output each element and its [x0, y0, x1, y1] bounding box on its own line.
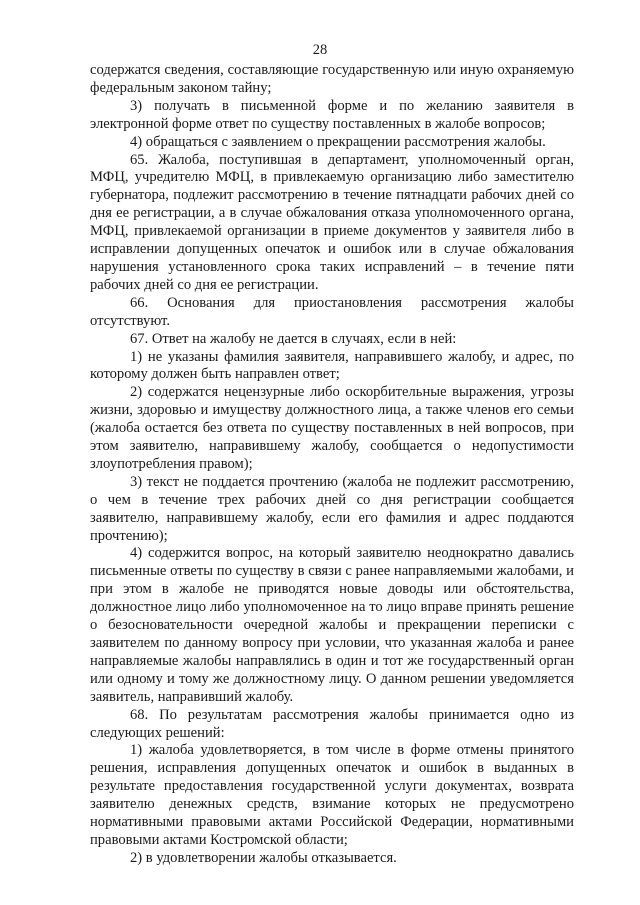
paragraph-67-item-1: 1) не указаны фамилия заявителя, направившего жалобу, и адрес, по которому должен быть направлен ответ;: [90, 348, 574, 383]
paragraph-67: 67. Ответ на жалобу не дается в случаях, если в ней:: [130, 330, 457, 347]
paragraph-continuation: содержатся сведения, составляющие государственную или иную охраняемую федеральным законом тайну;: [90, 62, 574, 96]
paragraph-item-3: 3) получать в письменной форме и по желанию заявителя в электронной форме ответ по существу поставленных в жалобе вопросов;: [90, 97, 574, 132]
paragraph-67-item-4: 4) содержится вопрос, на который заявителю неоднократно давались письменные ответы по существу в связи с ранее направляемыми жалобами, и при этом в жалобе не приводятся новые доводы или обстоятельства, должностное лицо либо уполномоченное на то лицо вправе принять решение о безосновательности очередной жалобы и прекращении переписки с заявителем по данному вопросу при условии, что указанная жалоба и ранее направляемые жалобы направлялись в один и тот же государственный орган или одному и тому же должностному лицу. О данном решении уведомляется заявитель, направивший жалобу.: [90, 545, 574, 705]
paragraph-item-4: 4) обращаться с заявлением о прекращении рассмотрения жалобы.: [130, 133, 546, 150]
paragraph-67-item-3: 3) текст не поддается прочтению (жалоба не подлежит рассмотрению, о чем в течение трех рабочих дней со дня регистрации сообщается заявителю, направившему жалобу, если его фамилия и адрес поддаются прочтению);: [90, 473, 574, 544]
paragraph-68-item-2: 2) в удовлетворении жалобы отказывается.: [130, 849, 397, 866]
paragraph-65: 65. Жалоба, поступившая в департамент, уполномоченный орган, МФЦ, учредителю МФЦ, в привлекаемую организацию либо заместителю губернатора, подлежит рассмотрению в течение пятнадцати рабочих дней со дня ее регистрации, а в случае обжалования отказа уполномоченного органа, МФЦ, привлекаемой организации в приеме документов у заявителя либо в исправлении допущенных опечаток и ошибок или в случае обжалования нарушения установленного срока таких исправлений – в течение пяти рабочих дней со дня ее регистрации.: [90, 151, 574, 293]
page-number: 28: [312, 42, 328, 58]
paragraph-66: 66. Основания для приостановления рассмотрения жалобы отсутствуют.: [90, 294, 574, 329]
paragraph-68: 68. По результатам рассмотрения жалобы принимается одно из следующих решений:: [90, 706, 574, 741]
document-body: [90, 62, 574, 868]
paragraph-67-item-2: 2) содержатся нецензурные либо оскорбительные выражения, угрозы жизни, здоровью и имуществу должностного лица, а также членов его семьи (жалоба остается без ответа по существу поставленных в ней вопросов, при этом заявителю, направившему жалобу, сообщается о недопустимости злоупотребления правом);: [90, 384, 574, 472]
paragraph-68-item-1: 1) жалоба удовлетворяется, в том числе в форме отмены принятого решения, исправления допущенных опечаток и ошибок в выданных в результате предоставления государственной услуги документах, возврата заявителю денежных средств, взимание которых не предусмотрено нормативными правовыми актами Российской Федерации, нормативными правовыми актами Костромской области;: [90, 742, 574, 848]
